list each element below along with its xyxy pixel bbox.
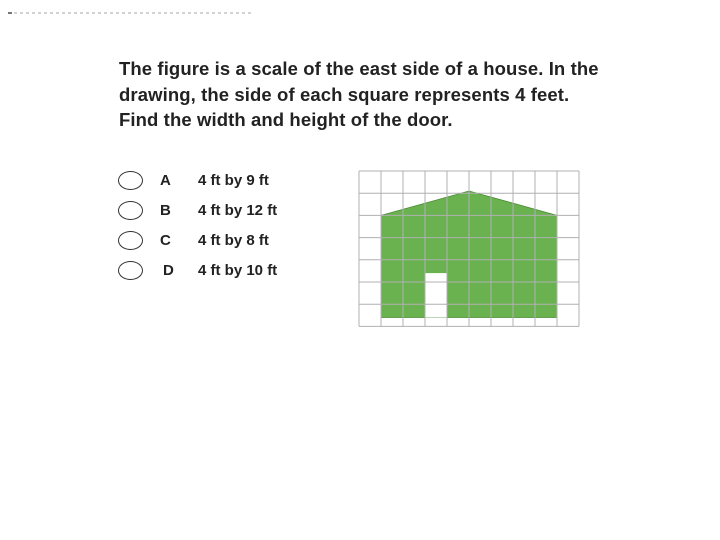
radio-button-b[interactable] xyxy=(118,201,143,220)
option-d-text: 4 ft by 10 ft xyxy=(198,262,278,279)
option-c-text: 4 ft by 8 ft xyxy=(198,232,269,249)
radio-button-a[interactable] xyxy=(118,171,143,190)
top-dotted-artifact xyxy=(8,12,254,14)
option-c[interactable] xyxy=(118,228,318,258)
house-grid-drawing xyxy=(356,168,582,338)
option-a-text: 4 ft by 9 ft xyxy=(198,172,269,189)
option-b[interactable] xyxy=(118,198,318,228)
question-line-2: drawing, the side of each square represents 4 feet. xyxy=(119,83,570,105)
option-b-letter: B xyxy=(160,202,171,219)
option-d[interactable] xyxy=(118,258,318,288)
option-d-letter: D xyxy=(163,262,174,279)
house-figure xyxy=(356,168,582,343)
question-text xyxy=(119,56,679,133)
door-shape xyxy=(425,273,447,317)
option-a-letter: A xyxy=(160,172,171,189)
option-c-letter: C xyxy=(160,232,171,249)
question-line-3: Find the width and height of the door. xyxy=(119,109,453,130)
answer-options xyxy=(118,168,318,288)
radio-button-d[interactable] xyxy=(118,261,143,280)
option-b-text: 4 ft by 12 ft xyxy=(198,202,278,219)
radio-button-c[interactable] xyxy=(118,231,143,250)
option-a[interactable] xyxy=(118,168,318,198)
question-line-1: The figure is a scale of the east side of a house. In the xyxy=(119,58,599,79)
